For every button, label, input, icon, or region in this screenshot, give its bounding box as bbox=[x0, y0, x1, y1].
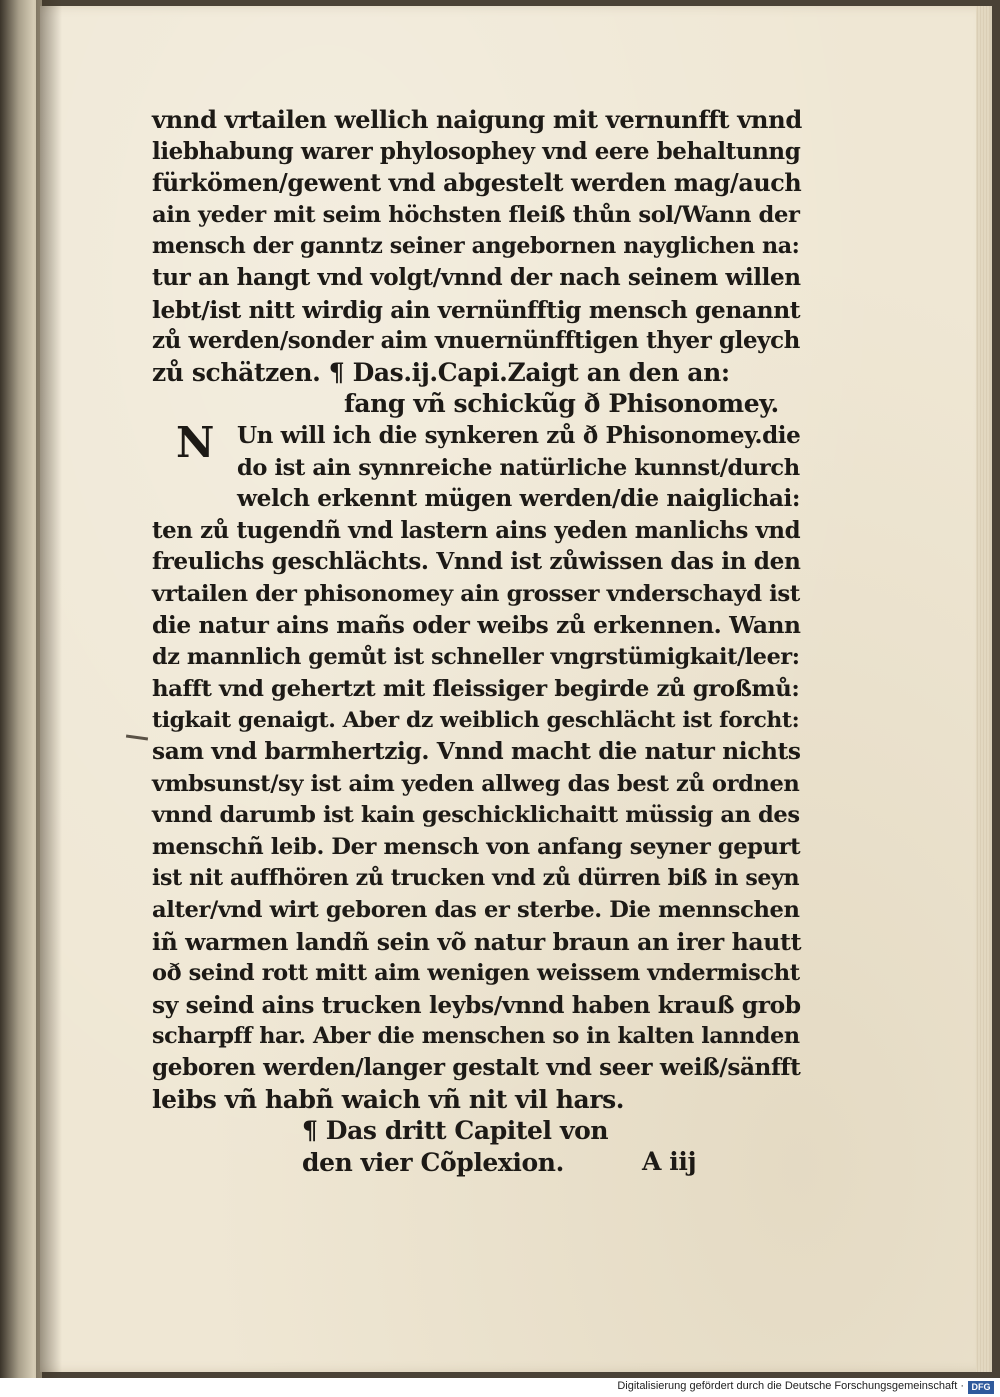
text-line: zů schätzen. ¶ Das.ij.Capi.Zaigt an den an: bbox=[152, 357, 730, 387]
text-line: die natur ains mañs oder weibs zů erkennen. Wann bbox=[152, 611, 801, 639]
text-line: fürkömen/gewent vnd abgestelt werden mag/auch bbox=[152, 169, 802, 198]
text-line: ¶ Das dritt Capitel von bbox=[302, 1116, 609, 1146]
page-edges bbox=[976, 6, 990, 1372]
margin-mark bbox=[126, 734, 148, 740]
footer-text: Digitalisierung gefördert durch die Deutsche Forschungsgemeinschaft · bbox=[617, 1380, 964, 1392]
text-line: Un will ich die synkeren zů ð Phisonomey.die bbox=[237, 422, 801, 449]
footer bbox=[0, 1378, 1000, 1397]
text-line: vnnd darumb ist kain geschicklichaitt müssig an des bbox=[152, 802, 800, 829]
signature-mark: A iij bbox=[642, 1146, 697, 1176]
text-line: ain yeder mit seim höchsten fleiß thůn sol/Wann der bbox=[152, 201, 800, 228]
text-line: tur an hangt vnd volgt/vnnd der nach seinem willen bbox=[152, 264, 801, 291]
text-line: mensch der ganntz seiner angebornen nayglichen na: bbox=[152, 233, 800, 260]
text-line: scharpff har. Aber die menschen so in kalten lannden bbox=[152, 1023, 800, 1050]
text-line: fang vñ schickũg ð Phisonomey. bbox=[344, 389, 779, 419]
text-line: alter/vnd wirt geboren das er sterbe. Die mennschen bbox=[152, 897, 800, 923]
text-line: lebt/ist nitt wirdig ain vernünfftig mensch genannt bbox=[152, 295, 801, 324]
text-line: welch erkennt mügen werden/die naiglichai: bbox=[237, 485, 801, 513]
text-line: hafft vnd gehertzt mit fleissiger begirde zů großmů: bbox=[152, 675, 800, 702]
text-line: vrtailen der phisonomey ain grosser vnderschayd ist bbox=[152, 581, 800, 607]
text-line: sam vnd barmhertzig. Vnnd macht die natur nichts bbox=[152, 738, 801, 765]
text-line: zů werden/sonder aim vnuernünfftigen thyer gleych bbox=[152, 327, 800, 355]
book-page bbox=[40, 6, 992, 1372]
text-line: dz mannlich gemůt ist schneller vngrstümigkait/leer: bbox=[152, 644, 800, 671]
text-line: do ist ain synnreiche natürliche kunnst/durch bbox=[237, 454, 800, 481]
text-line: ten zů tugendñ vnd lastern ains yeden manlichs vnd bbox=[152, 517, 801, 544]
text-line: den vier Cõplexion. bbox=[302, 1147, 564, 1177]
text-line: menschñ leib. Der mensch von anfang seyner gepurt bbox=[152, 833, 801, 860]
text-line: freulichs geschlächts. Vnnd ist zůwissen das in den bbox=[152, 548, 801, 576]
text-line: oð seind rott mitt aim wenigen weissem vndermischt bbox=[152, 960, 800, 987]
text-line: vnnd vrtailen wellich naigung mit vernunfft vnnd bbox=[152, 105, 802, 134]
dfg-logo: DFG bbox=[968, 1381, 994, 1394]
text-line: iñ warmen landñ sein võ natur braun an irer hautt bbox=[152, 927, 802, 956]
text-line: vmbsunst/sy ist aim yeden allweg das best zů ordnen bbox=[152, 770, 800, 797]
text-line: sy seind ains trucken leybs/vnnd haben krauß grob bbox=[152, 990, 801, 1019]
text-line: tigkait genaigt. Aber dz weiblich geschlächt ist forcht: bbox=[152, 707, 800, 734]
drop-initial: N bbox=[176, 418, 214, 467]
text-line: geboren werden/langer gestalt vnd seer weiß/sänfft bbox=[152, 1054, 801, 1081]
text-line: ist nit auffhören zů trucken vnd zů dürren biß in seyn bbox=[152, 865, 800, 892]
text-line: leibs vñ habñ waich vñ nit vil hars. bbox=[152, 1084, 625, 1114]
text-line: liebhabung warer phylosophey vnd eere behaltunng bbox=[152, 137, 801, 165]
spine-shadow bbox=[36, 0, 62, 1378]
